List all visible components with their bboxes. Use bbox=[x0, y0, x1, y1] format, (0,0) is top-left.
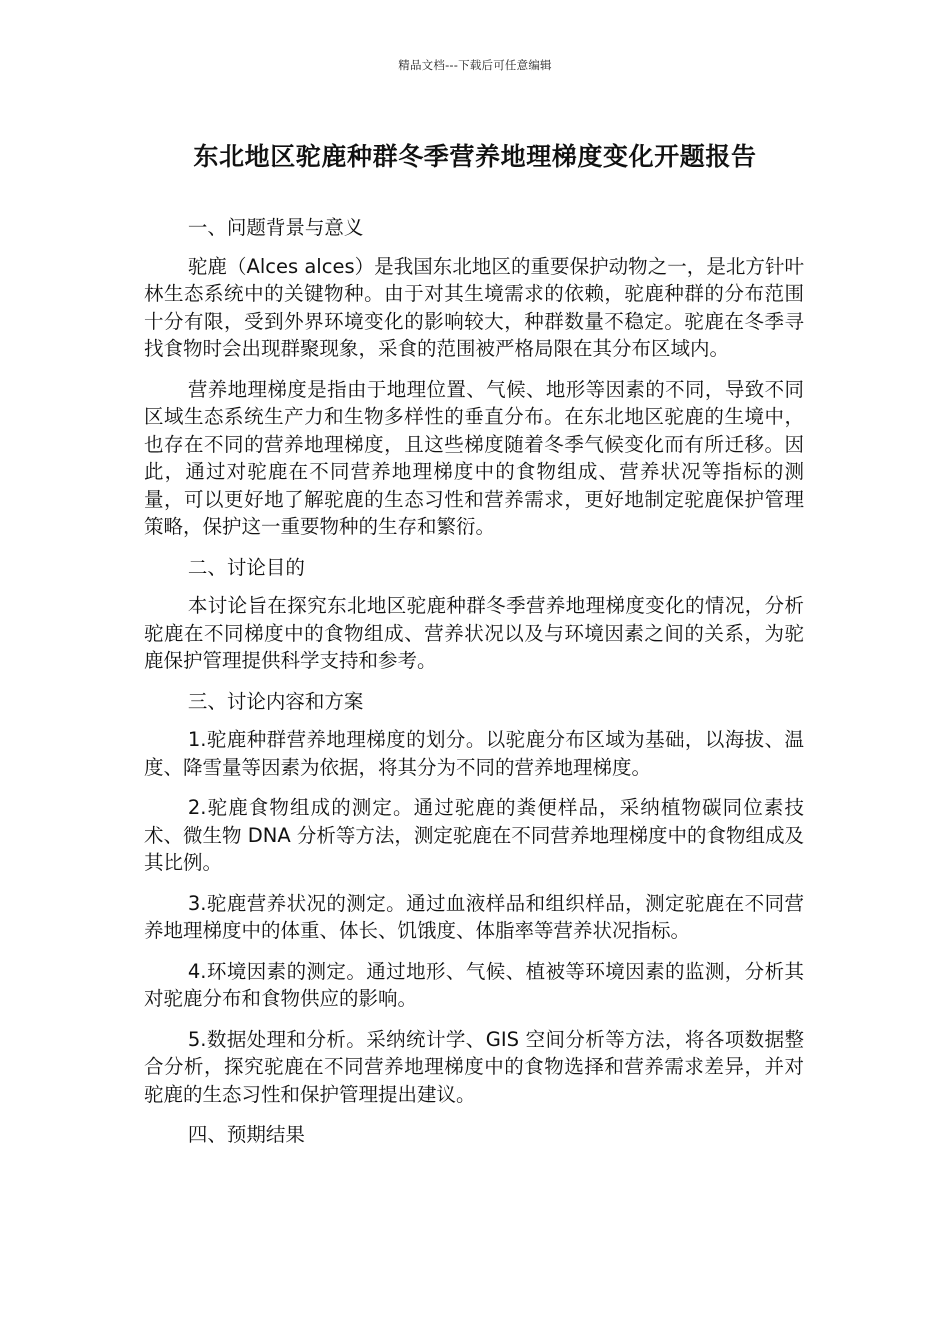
plan-item-4: 4.环境因素的测定。通过地形、气候、植被等环境因素的监测，分析其对驼鹿分布和食物供应的影响。 bbox=[144, 959, 804, 1010]
section-heading-content-plan: 三、讨论内容和方案 bbox=[187, 689, 364, 713]
plan-item-3: 3.驼鹿营养状况的测定。通过血液样品和组织样品，测定驼鹿在不同营养地理梯度中的体重、体长、饥饿度、体脂率等营养状况指标。 bbox=[144, 891, 804, 942]
paragraph-background-2: 营养地理梯度是指由于地理位置、气候、地形等因素的不同，导致不同区域生态系统生产力和生物多样性的垂直分布。在东北地区驼鹿的生境中，也存在不同的营养地理梯度，且这些梯度随着冬季气候变化而有所迁移。因此，通过对驼鹿在不同营养地理梯度中的食物组成、营养状况等指标的测量，可以更好地了解驼鹿的生态习性和营养需求，更好地制定驼鹿保护管理策略，保护这一重要物种的生存和繁衍。 bbox=[144, 377, 804, 538]
document-body bbox=[144, 214, 804, 1160]
header-note: 精品文档---下载后可任意编辑 bbox=[398, 58, 552, 72]
section-heading-purpose: 二、讨论目的 bbox=[187, 555, 305, 579]
section-heading-background: 一、问题背景与意义 bbox=[187, 216, 364, 239]
plan-item-5: 5.数据处理和分析。采纳统计学、GIS 空间分析等方法，将各项数据整合分析，探究驼鹿在不同营养地理梯度中的食物选择和营养需求差异，并对驼鹿的生态习性和保护管理提出建议。 bbox=[144, 1027, 804, 1106]
document-title: 东北地区驼鹿种群冬季营养地理梯度变化开题报告 bbox=[193, 142, 757, 171]
plan-item-1: 1.驼鹿种群营养地理梯度的划分。以驼鹿分布区域为基础，以海拔、温度、降雪量等因素为依据，将其分为不同的营养地理梯度。 bbox=[144, 728, 804, 779]
plan-item-2: 2.驼鹿食物组成的测定。通过驼鹿的粪便样品，采纳植物碳同位素技术、微生物 DNA 分析等方法，测定驼鹿在不同营养地理梯度中的食物组成及其比例。 bbox=[144, 796, 804, 874]
paragraph-background-1: 驼鹿（Alces alces）是我国东北地区的重要保护动物之一，是北方针叶林生态系统中的关键物种。由于对其生境需求的依赖，驼鹿种群的分布范围十分有限，受到外界环境变化的影响较大，种群数量不稳定。驼鹿在冬季寻找食物时会出现群聚现象，采食的范围被严格局限在其分布区域内。 bbox=[144, 254, 804, 360]
section-heading-expected-results: 四、预期结果 bbox=[187, 1123, 305, 1146]
paragraph-purpose: 本讨论旨在探究东北地区驼鹿种群冬季营养地理梯度变化的情况，分析驼鹿在不同梯度中的食物组成、营养状况以及与环境因素之间的关系，为驼鹿保护管理提供科学支持和参考。 bbox=[144, 594, 804, 672]
